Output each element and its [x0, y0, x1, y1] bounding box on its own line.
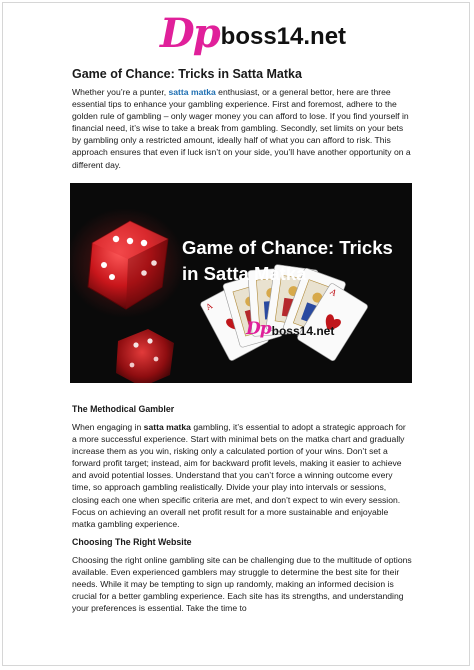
intro-paragraph [72, 86, 412, 171]
section1-text-after: gambling, it’s essential to adopt a strategic approach for a more successful experience. Start with minimal bets on the matka chart and gradually increase them as you win, risking only a calculated portion of your wins. Don’t set a forward profit target; instead, aim for backward profit levels, making it easier to achieve and avoid potential losses. Understand that you can’t force a winning outcome every time, so approach gambling realistically. Divide your play into intervals or sessions, closing each one when specific criteria are met, and don’t expect to win every session. Focus on achieving an overall net profit result for a more sustainable and enjoyable matka gambling experience. [72, 422, 406, 529]
satta-matka-link[interactable]: satta matka [168, 87, 216, 97]
satta-matka-keyword: satta matka [143, 422, 191, 432]
logo-mark: Dp [160, 10, 219, 57]
red-die-small-icon [116, 329, 174, 383]
site-logo[interactable] [160, 6, 346, 56]
banner-logo-mark: Dp [246, 319, 271, 339]
section-heading-choosing-website: Choosing The Right Website [72, 537, 192, 547]
article-title: Game of Chance: Tricks in Satta Matka [72, 67, 302, 81]
article-banner-image [70, 183, 412, 383]
section2-paragraph: Choosing the right online gambling site can be challenging due to the multitude of options available. Even experienced gamblers may struggle to determine the best site for their needs. While it may be tempting to sign up randomly, making an informed decision is crucial for a better gambling experience. Each site has its strengths, and understanding your preferences is essential. Take the time to [72, 555, 412, 614]
section1-paragraph [72, 421, 412, 530]
banner-title: Game of Chance: Tricks in Satta Matka [182, 237, 393, 284]
logo-text: boss14.net [220, 23, 347, 50]
intro-text-before: Whether you’re a punter, [72, 87, 169, 97]
section-heading-methodical-gambler: The Methodical Gambler [72, 404, 175, 414]
svg-text:A: A [204, 301, 214, 313]
intro-text-after: enthusiast, or a general bettor, here are three essential tips to enhance your gambling experience. First and foremost, adhere to the golden rule of gambling – only wager money you can afford to lose. If you find yourself in financial need, it’s wise to take a break from gambling. Secondly, set limits on your bets by gambling only a restricted amount, ideally half of what you can afford to risk. This approach ensures that even if luck isn’t on your side, you’ll have another opportunity on a different day. [72, 87, 411, 170]
section1-text-before: When engaging in [72, 422, 144, 432]
banner-logo-text: boss14.net [271, 324, 335, 338]
svg-text:A: A [328, 287, 339, 298]
banner-card-logo [246, 319, 334, 339]
